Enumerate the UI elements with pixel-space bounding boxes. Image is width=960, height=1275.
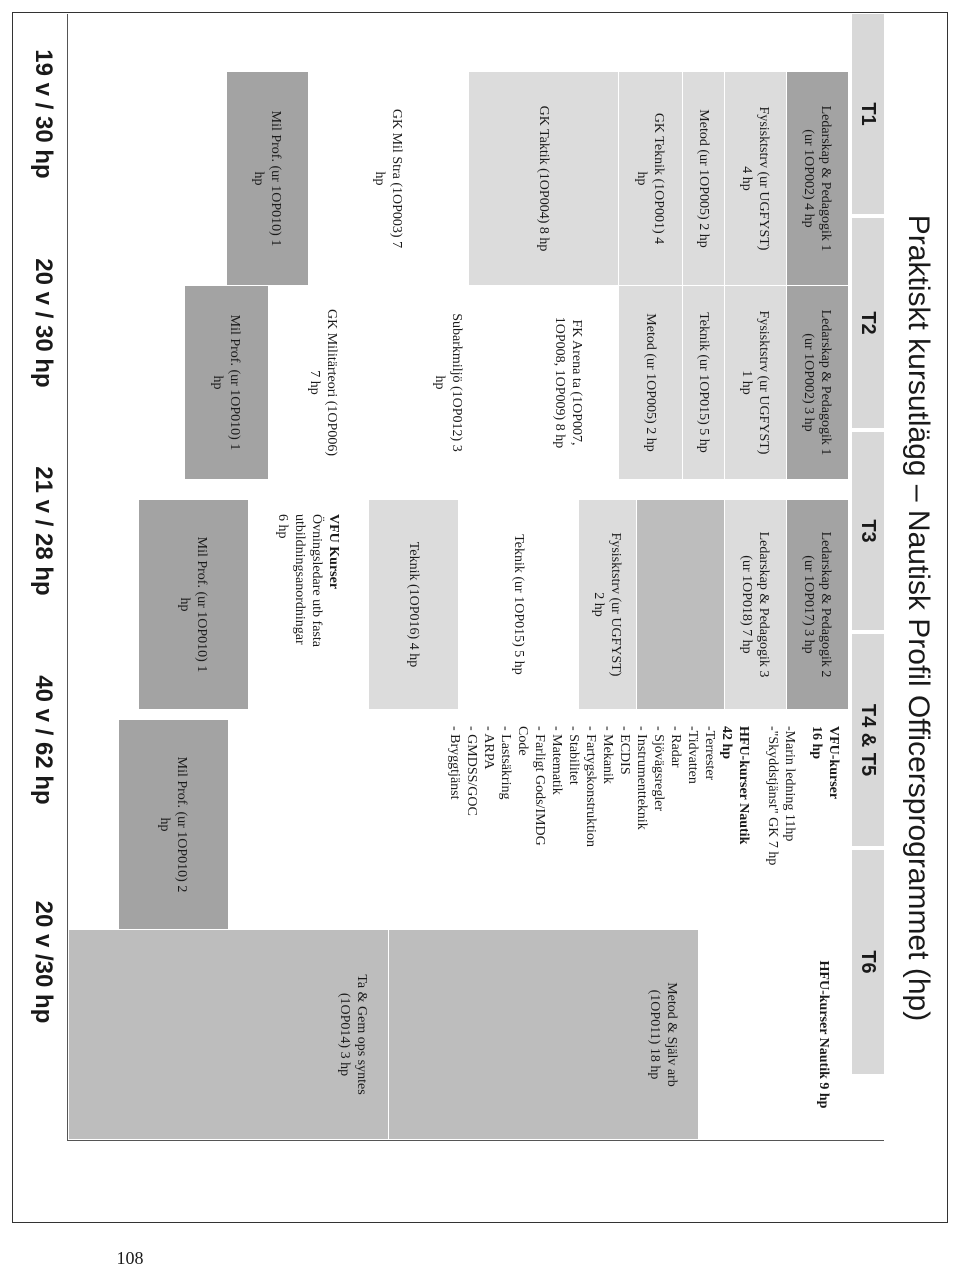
t2-military-profession-course: Mil Prof. (ur 1OP010) 1 hp [184,286,268,480]
right-border-line [68,1140,884,1141]
credits-t2: 20 v / 30 hp [30,258,57,388]
t1-military-strategy-course: GK Mil Stra (1OP003) 7 hp [308,72,468,286]
t1-basic-tactics-course: GK Taktik (1OP004) 8 hp [468,72,618,286]
t3-military-profession-course: Mil Prof. (ur 1OP010) 1 hp [138,500,248,710]
t1-leadership-course: Ledarskap & Pedagogik 1 (ur 1OP002) 4 hp [786,72,848,286]
t4-t5-course-list: VFU-kurser 16 hp -Marin ledning 11hp -"Skyddstjänst" GK 7 hp HFU-kurser Nautik 42 hp -Terrester -Tidvatten - Radar - Sjövägsregler - Instrumentteknik - ECDIS - Mekanik - Fartygskonstruktion - Stabilitet - Matematik - Farligt Gods/IMDG Code - Lastsäkring - ARPA - GMDSS/GOC - Bryggtjänst [228,720,848,930]
t2-arena-course: FK Arena ta (1OP007, 1OP008, 1OP009) 8 hp [518,286,618,480]
term-header-t1: T1 [852,14,884,214]
credits-t6: 20 v /30 hp [30,900,57,1024]
t1-physical-training-course: Fysisktstrv (ur UGFYST) 4 hp [724,72,786,286]
page-title: Praktiskt kursutlägg – Nautisk Profil Officersprogrammet (hp) [902,214,935,1022]
credits-t3: 21 v / 28 hp [30,466,57,596]
t1-military-profession-course: Mil Prof. (ur 1OP010) 1 hp [226,72,308,286]
t4-t5-military-profession-course: Mil Prof. (ur 1OP010) 2 hp [118,720,228,930]
t2-submarine-environment-course: Subarkmiljö (1OP012) 3 hp [378,286,518,480]
credits-t4-t5: 40 v / 62 hp [30,675,57,805]
t2-leadership-course: Ledarskap & Pedagogik 1 (ur 1OP002) 3 hp [786,286,848,480]
t3-technology-16-course: Teknik (1OP016) 4 hp [368,500,458,710]
t1-basic-technology-course: GK Teknik (1OP001) 4 hp [618,72,682,286]
term-header-t4-t5: T4 & T5 [852,634,884,846]
page-number: 108 [116,1248,144,1268]
term-header-t2: T2 [852,218,884,428]
term-header-t3: T3 [852,432,884,630]
t3-physical-training-course: Fysisktstrv (ur UGFYST) 2 hp [578,500,636,710]
t2-method-course: Metod (ur 1OP005) 2 hp [618,286,682,480]
t3-vfu-course: VFU Kurser Övningsledare utb fasta utbildningsanordningar 6 hp [248,500,368,710]
course-layout [14,14,946,1222]
t3-leadership-2-course: Ledarskap & Pedagogik 2 (ur 1OP017) 3 hp [786,500,848,710]
t2-physical-training-course: Fysisktstrv (ur UGFYST) 1 hp [724,286,786,480]
t1-method-course: Metod (ur 1OP005) 2 hp [682,72,724,286]
t6-hfu-course: HFU-kurser Nautik 9 hp [698,930,848,1140]
t2-technology-course: Teknik (ur 1OP015) 5 hp [682,286,724,480]
t2-military-theory-course: GK Militärteori (1OP006) 7 hp [268,286,378,480]
t6-method-independent-work-course: Metod & Själv arb (1OP011) 18 hp [388,930,698,1140]
credits-t1: 19 v / 30 hp [30,49,57,179]
bottom-border-line [67,14,68,1141]
term-header-t6: T6 [852,850,884,1074]
t3-leadership-3-course: Ledarskap & Pedagogik 3 (ur 1OP018) 7 hp [724,500,786,710]
t6-joint-operations-synthesis-course: Ta & Gem ops syntes (1OP014) 3 hp [68,930,388,1140]
t3-placeholder-block [636,500,724,710]
t3-technology-15-course: Teknik (ur 1OP015) 5 hp [458,500,578,710]
